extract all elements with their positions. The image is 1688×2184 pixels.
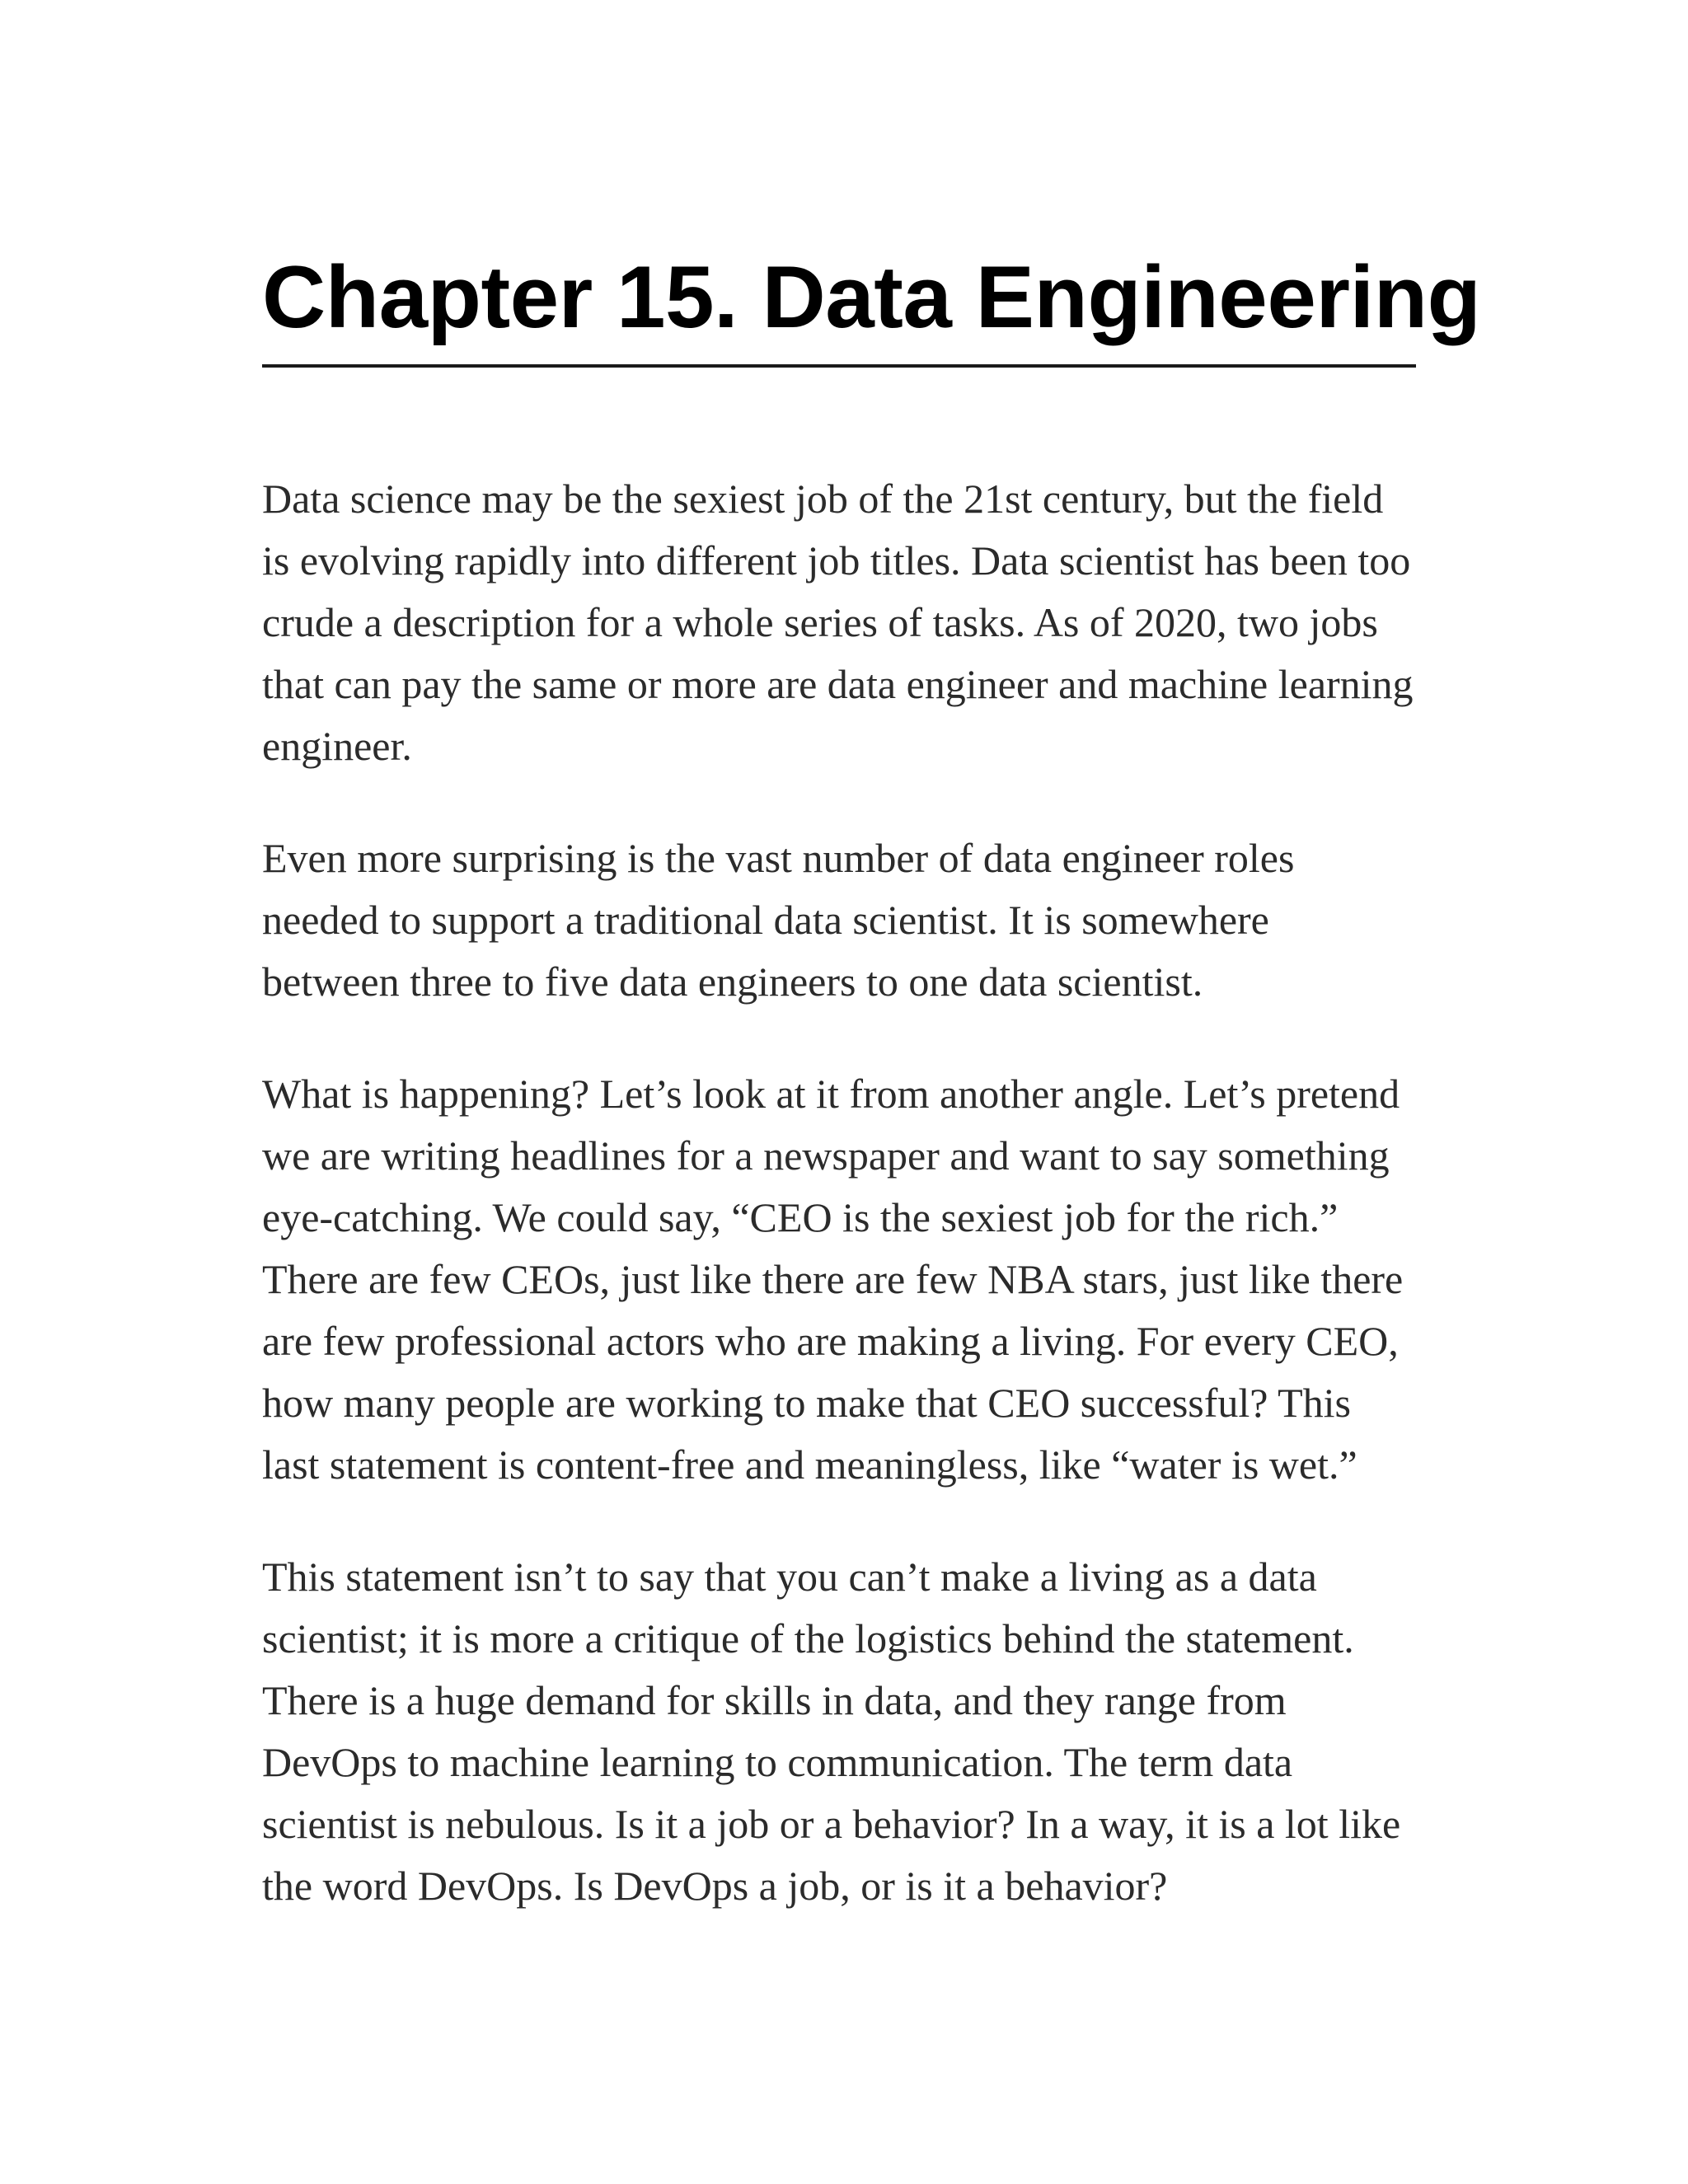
document-page: [262, 247, 1481, 1967]
paragraph-2: Even more surprising is the vast number of data engineer roles needed to support a traditional data scientist. It is somewhere between three to five data engineers to one data scientist.: [262, 835, 1295, 1005]
paragraph-3: What is happening? Let’s look at it from another angle. Let’s pretend we are writing headlines for a newspaper and want to say something eye-catching. We could say, “CEO is the sexiest job for the rich.” There are few CEOs, just like there are few NBA stars, just like there are few professional actors who are making a living. For every CEO, how many people are working to make that CEO successful? This last statement is content-free and meaningless, like “water is wet.”: [262, 1071, 1404, 1488]
paragraph-1: Data science may be the sexiest job of the 21st century, but the field is evolving rapidly into different job titles. Data scientist has been too crude a description for a whole series of tasks. As of 2020, two jobs that can pay the same or more are data engineer and machine learning engineer.: [262, 476, 1414, 769]
chapter-body: [262, 468, 1416, 1917]
chapter-title: Chapter 15. Data Engineering: [262, 247, 1416, 368]
paragraph-4: This statement isn’t to say that you can’t make a living as a data scientist; it is more a critique of the logistics behind the statement. There is a huge demand for skills in data, and they range from DevOps to machine learning to communication. The term data scientist is nebulous. Is it a job or a behavior? In a way, it is a lot like the word DevOps. Is DevOps a job, or is it a behavior?: [262, 1554, 1401, 1909]
